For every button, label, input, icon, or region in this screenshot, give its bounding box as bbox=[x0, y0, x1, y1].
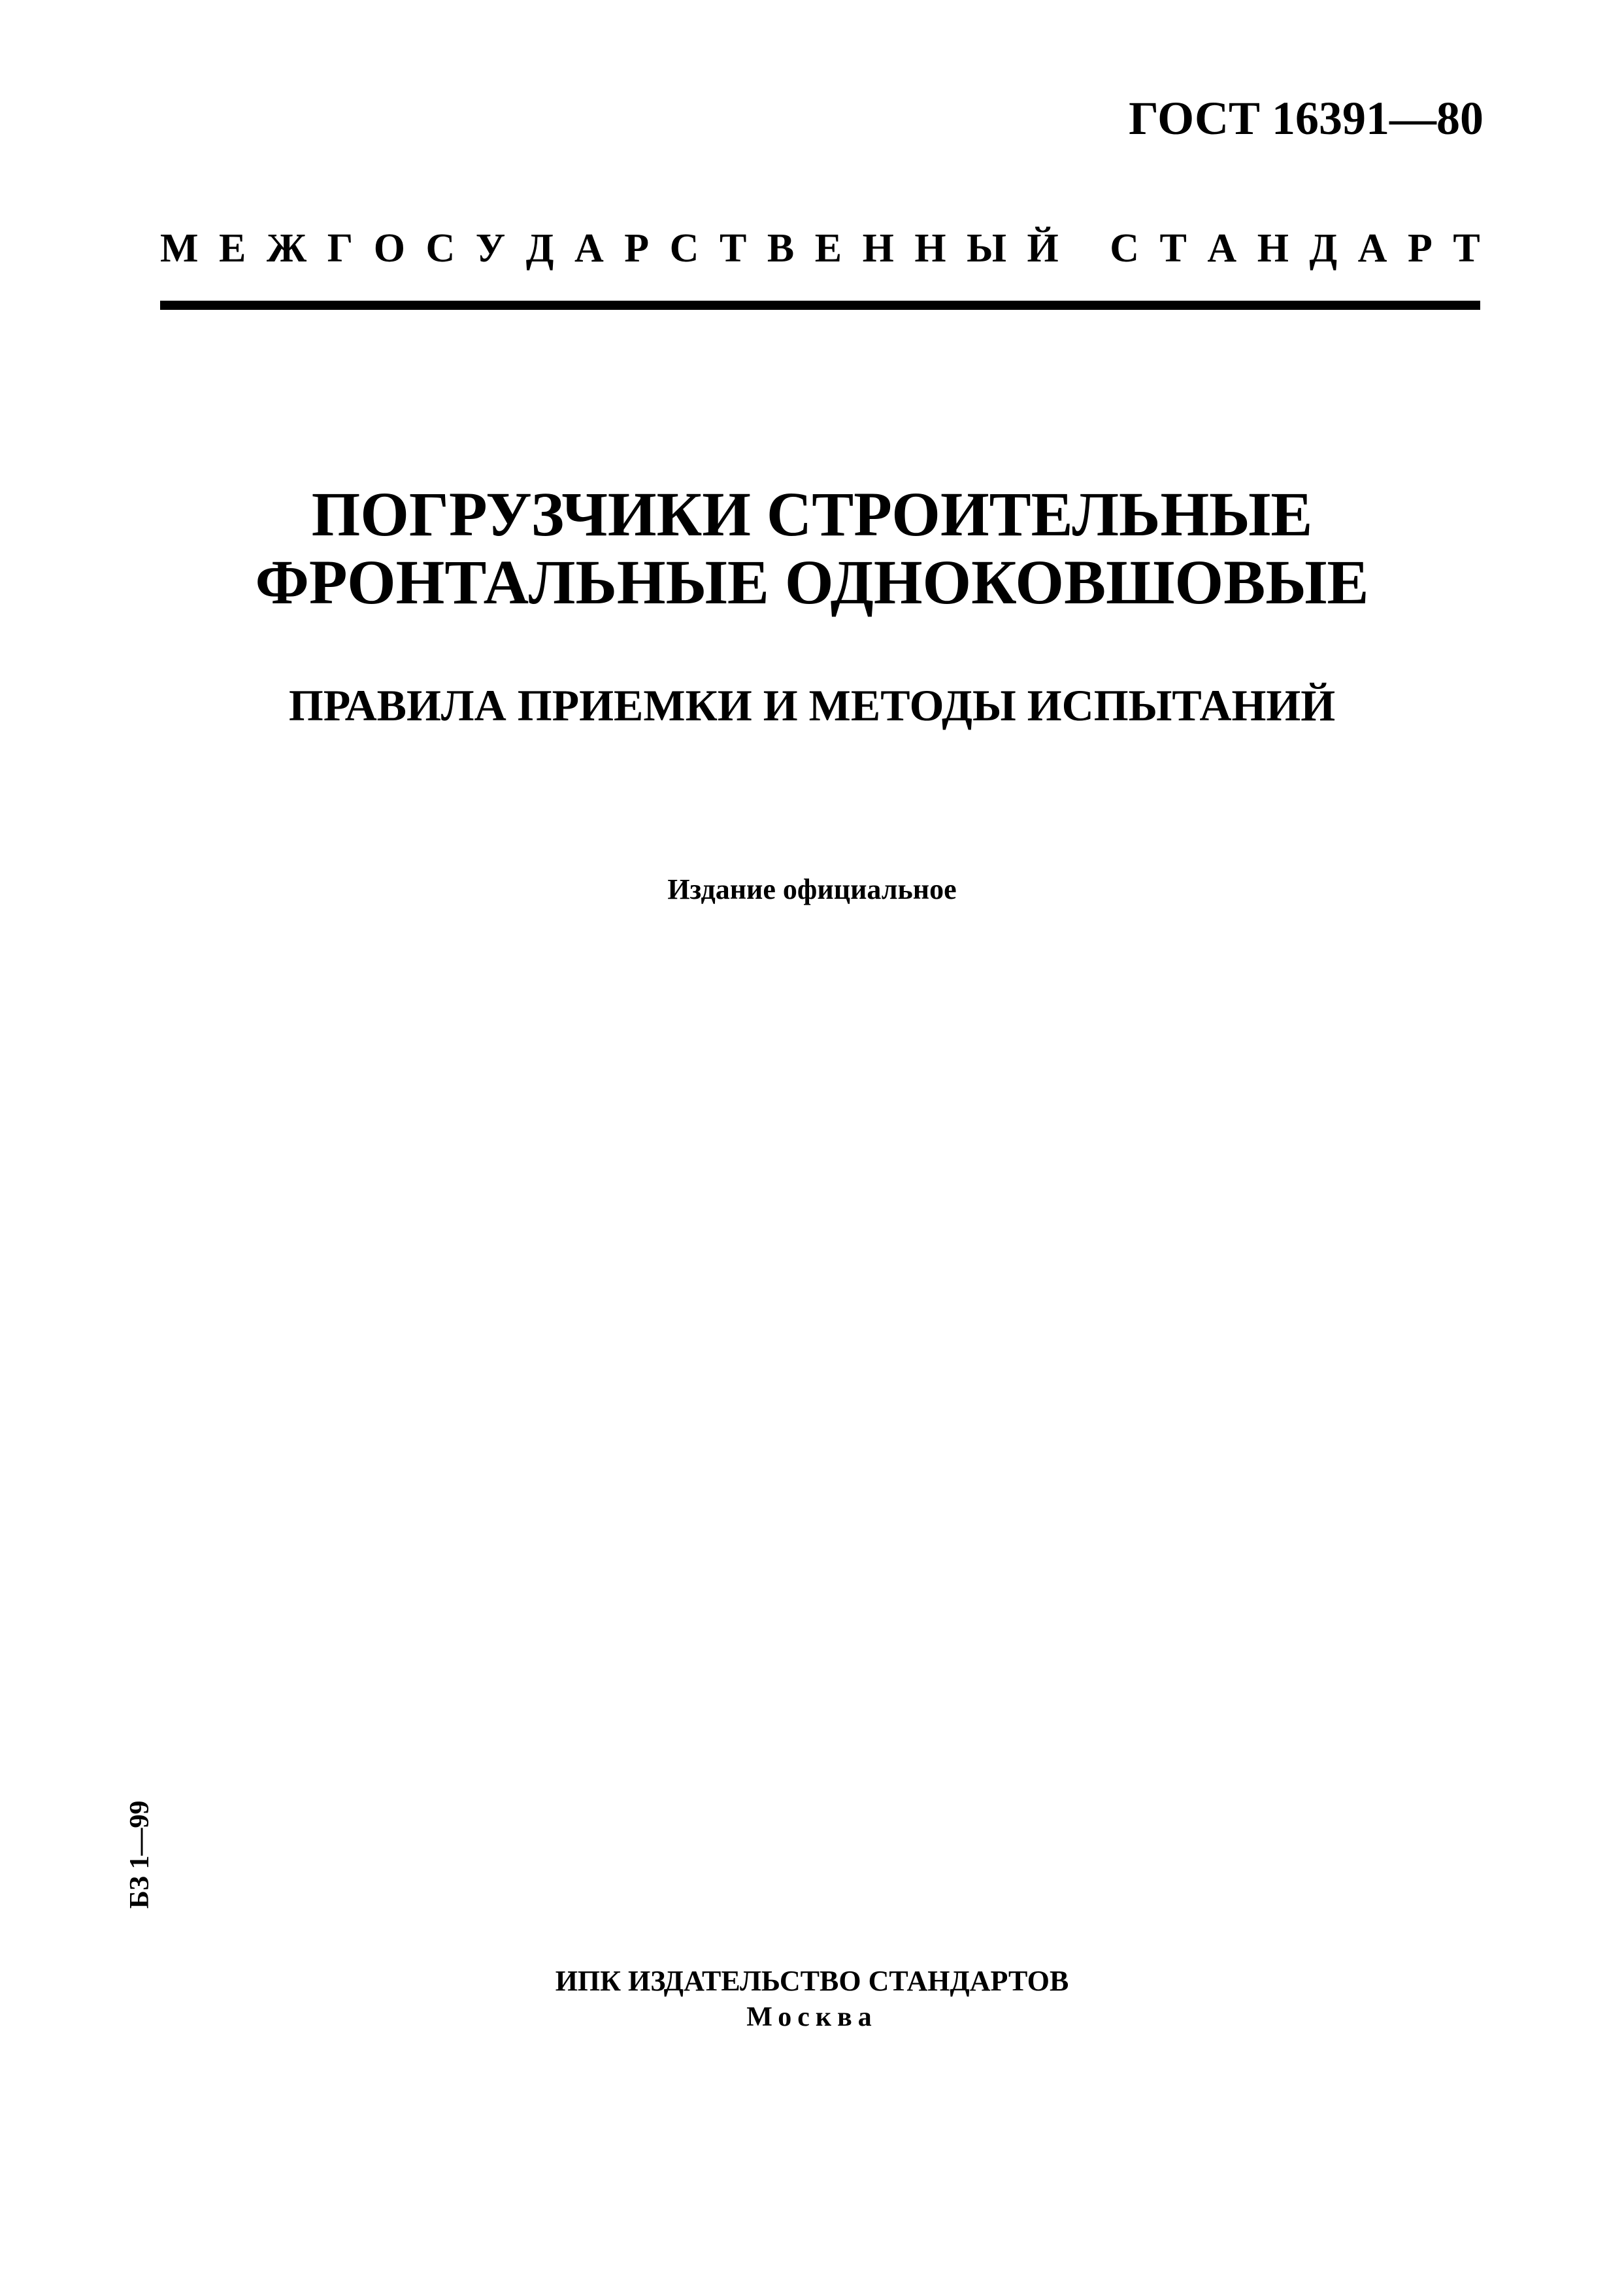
heading-letter: А bbox=[574, 226, 604, 271]
heading-letter: Н bbox=[914, 226, 946, 271]
heading-letter: О bbox=[373, 226, 405, 271]
heading-letter: Н bbox=[862, 226, 894, 271]
heading-letter: А bbox=[1207, 226, 1237, 271]
edition-label: Издание официальное bbox=[667, 873, 957, 905]
heading-letter: С bbox=[425, 226, 456, 271]
heading-letter: С bbox=[669, 226, 699, 271]
publisher-city: Москва bbox=[746, 2002, 878, 2032]
heading-letter: А bbox=[1357, 226, 1387, 271]
side-mark: БЗ 1—99 bbox=[125, 1800, 155, 1909]
heading-letter: М bbox=[160, 226, 199, 271]
heading-letter: Т bbox=[719, 226, 747, 271]
document-code: ГОСТ 16391—80 bbox=[1129, 92, 1483, 144]
title-line-1: ПОГРУЗЧИКИ СТРОИТЕЛЬНЫЕ bbox=[311, 479, 1313, 549]
document-subtitle: ПРАВИЛА ПРИЕМКИ И МЕТОДЫ ИСПЫТАНИЙ bbox=[288, 680, 1336, 730]
heading-letter: У bbox=[475, 226, 506, 271]
standard-type-heading bbox=[160, 226, 1480, 272]
heading-letter: Р bbox=[624, 226, 650, 271]
heading-letter: Т bbox=[1159, 226, 1187, 271]
heading-letter: Г bbox=[327, 226, 354, 271]
heading-letter: Е bbox=[814, 226, 842, 271]
header-divider bbox=[160, 301, 1480, 310]
heading-letter: Й bbox=[1027, 226, 1059, 271]
heading-letter: Р bbox=[1407, 226, 1433, 271]
heading-letter bbox=[1079, 226, 1089, 272]
heading-letter: В bbox=[767, 226, 795, 271]
publisher-name: ИПК ИЗДАТЕЛЬСТВО СТАНДАРТОВ bbox=[555, 1965, 1069, 1997]
heading-letter: Е bbox=[219, 226, 246, 271]
heading-letter: Д bbox=[1309, 226, 1338, 271]
heading-letter: Д bbox=[525, 226, 554, 271]
document-title bbox=[0, 480, 1624, 616]
heading-letter: Н bbox=[1257, 226, 1289, 271]
heading-letter: Т bbox=[1453, 226, 1480, 271]
heading-letter: С bbox=[1110, 226, 1140, 271]
title-line-2: ФРОНТАЛЬНЫЕ ОДНОКОВШОВЫЕ bbox=[255, 546, 1369, 617]
heading-letter: Ж bbox=[266, 226, 307, 271]
heading-letter: Ы bbox=[967, 226, 1006, 271]
